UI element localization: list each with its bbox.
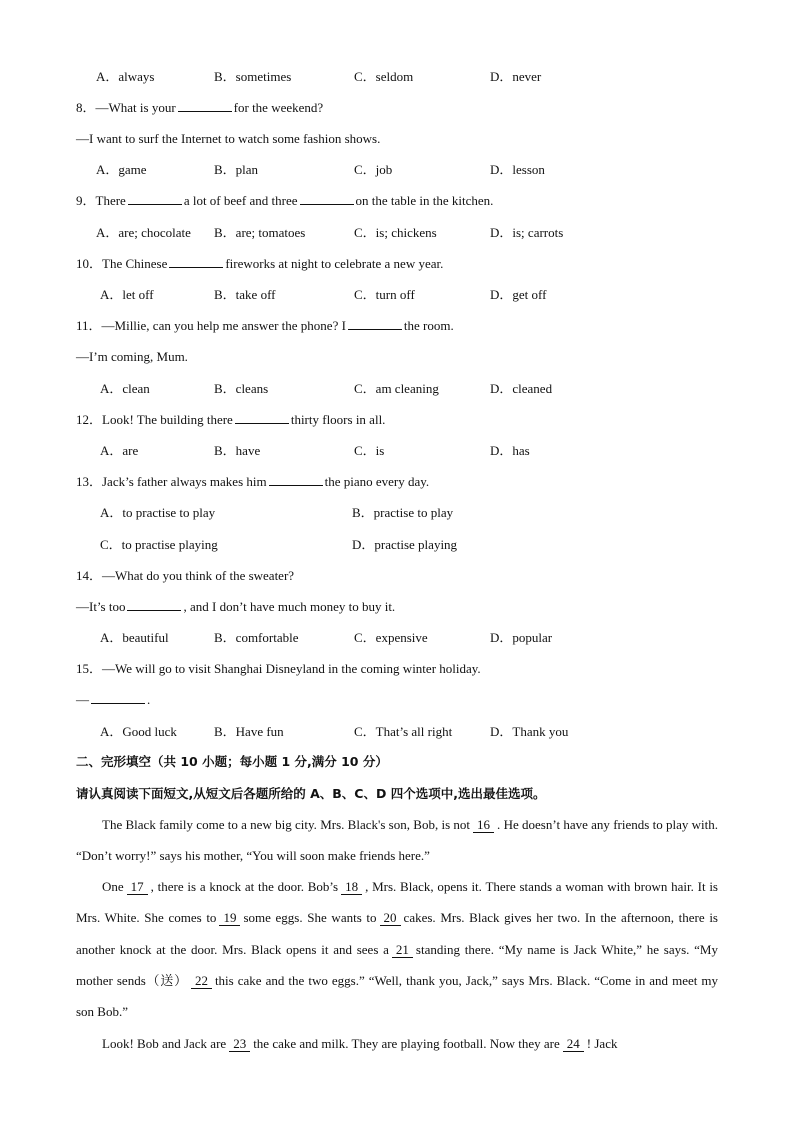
section-title: 二、完形填空（共 10 小题；每小题 1 分,满分 10 分） xyxy=(76,754,388,769)
q14-option-c: C．expensive xyxy=(354,630,428,645)
q9-option-c: C．is; chickens xyxy=(354,225,437,240)
q7-option-c: C．seldom xyxy=(354,69,414,84)
q14-option-a: A．beautiful xyxy=(100,630,169,645)
q13-option-a: A．to practise to play xyxy=(100,505,216,520)
q7-option-d: D．never xyxy=(490,69,542,84)
q9-stem: 9．There a lot of beef and three on the table in the kitchen. xyxy=(76,193,494,208)
q7-option-a: A．always xyxy=(96,69,155,84)
cloze-blank: 18 xyxy=(341,880,362,895)
q8-reply: —I want to surf the Internet to watch some fashion shows. xyxy=(76,131,381,146)
answer-blank xyxy=(128,193,182,205)
q12-option-a: A．are xyxy=(100,443,139,458)
q10-option-b: B．take off xyxy=(214,287,276,302)
section-instruction: 请认真阅读下面短文,从短文后各题所给的 A、B、C、D 四个选项中,选出最佳选项。 xyxy=(76,786,546,801)
q14-stem: 14．—What do you think of the sweater? xyxy=(76,568,295,583)
q15-option-d: D．Thank you xyxy=(490,724,569,739)
q10-option-c: C．turn off xyxy=(354,287,415,302)
cloze-blank: 22 xyxy=(191,974,212,989)
q15-reply: — . xyxy=(76,692,151,707)
q9-option-b: B．are; tomatoes xyxy=(214,225,306,240)
cloze-blank: 23 xyxy=(229,1037,250,1052)
q9-option-a: A．are; chocolate xyxy=(96,225,191,240)
q14-reply: —It’s too , and I don’t have much money to buy it. xyxy=(76,599,396,614)
q12-option-d: D．has xyxy=(490,443,530,458)
q11-reply: —I’m coming, Mum. xyxy=(76,349,188,364)
q12-option-b: B．have xyxy=(214,443,261,458)
q9-option-d: D．is; carrots xyxy=(490,225,564,240)
answer-blank xyxy=(169,256,223,268)
q15-option-a: A．Good luck xyxy=(100,724,177,739)
q7-option-b: B．sometimes xyxy=(214,69,292,84)
q8-option-a: A．game xyxy=(96,162,147,177)
passage-paragraph-3: Look! Bob and Jack are 23 the cake and milk. They are playing football. Now they are 24 ! Jack xyxy=(102,1036,618,1051)
cloze-blank: 20 xyxy=(380,911,401,926)
q11-option-a: A．clean xyxy=(100,381,150,396)
q12-option-c: C．is xyxy=(354,443,385,458)
q15-option-b: B．Have fun xyxy=(214,724,284,739)
cloze-blank: 17 xyxy=(127,880,148,895)
q8-option-d: D．lesson xyxy=(490,162,545,177)
q13-option-c: C．to practise playing xyxy=(100,537,218,552)
q8-stem: 8．—What is your for the weekend? xyxy=(76,100,324,115)
passage-paragraph-2: One 17 , there is a knock at the door. Bob’s 18 , Mrs. Black, opens it. There stands a woman with brown hair. It is Mrs. White. She comes to 19 some eggs. She wants to 20 cakes. Mrs. Black gives her two. In the afternoon, there is another knock at the door. Mrs. Black opens it and sees a 21 standing there. “My name is Jack White,” he says. “My mother sends（送） 22 this cake and the two eggs.” “Well, thank you, Jack,” says Mrs. Black. “Come in and meet my son Bob.” xyxy=(76,879,718,1020)
q15-option-c: C．That’s all right xyxy=(354,724,453,739)
answer-blank xyxy=(348,318,402,330)
q12-stem: 12．Look! The building there thirty floors in all. xyxy=(76,412,386,427)
q13-option-b: B．practise to play xyxy=(352,505,454,520)
q11-option-b: B．cleans xyxy=(214,381,269,396)
cloze-blank: 16 xyxy=(473,818,494,833)
q10-option-d: D．get off xyxy=(490,287,547,302)
answer-blank xyxy=(127,599,181,611)
answer-blank xyxy=(235,412,289,424)
q13-stem: 13．Jack’s father always makes him the piano every day. xyxy=(76,474,430,489)
q11-option-c: C．am cleaning xyxy=(354,381,439,396)
q10-stem: 10．The Chinese fireworks at night to celebrate a new year. xyxy=(76,256,444,271)
cloze-blank: 19 xyxy=(219,911,240,926)
answer-blank xyxy=(178,100,232,112)
answer-blank xyxy=(300,193,354,205)
answer-blank xyxy=(269,474,323,486)
q14-option-d: D．popular xyxy=(490,630,553,645)
q8-option-b: B．plan xyxy=(214,162,259,177)
cloze-blank: 21 xyxy=(392,943,413,958)
q10-option-a: A．let off xyxy=(100,287,154,302)
q11-option-d: D．cleaned xyxy=(490,381,553,396)
q15-stem: 15．—We will go to visit Shanghai Disneyland in the coming winter holiday. xyxy=(76,661,481,676)
q13-option-d: D．practise playing xyxy=(352,537,458,552)
q14-option-b: B．comfortable xyxy=(214,630,299,645)
cloze-blank: 24 xyxy=(563,1037,584,1052)
passage-paragraph-1: The Black family come to a new big city. Mrs. Black's son, Bob, is not 16 . He doesn’t have any friends to play with. “Don’t worry!” says his mother, “You will soon make friends here.” xyxy=(76,817,718,864)
q8-option-c: C．job xyxy=(354,162,393,177)
q11-stem: 11．—Millie, can you help me answer the phone? I the room. xyxy=(76,318,454,333)
answer-blank xyxy=(91,692,145,704)
